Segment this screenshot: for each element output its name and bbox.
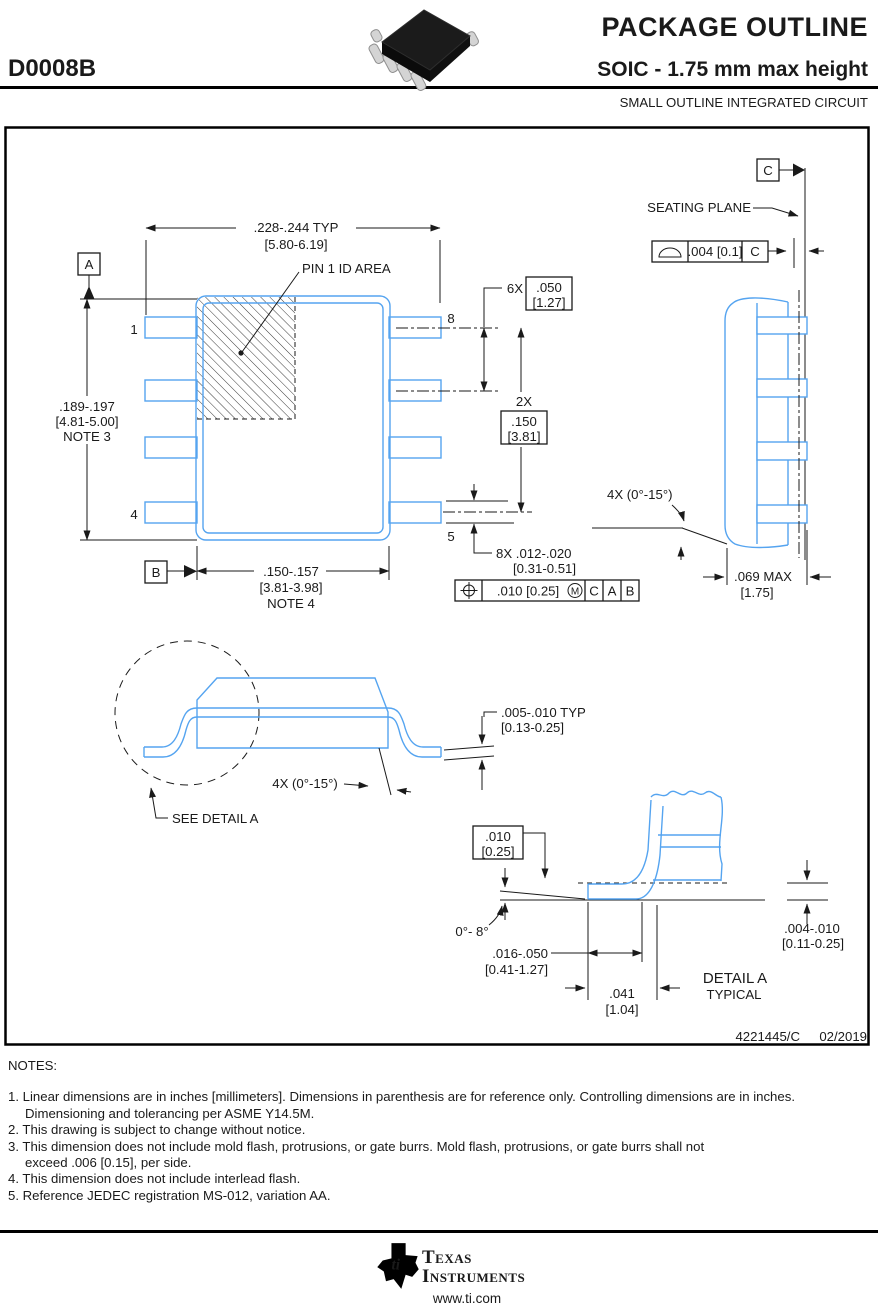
leader-dot bbox=[238, 350, 243, 355]
document-title: PACKAGE OUTLINE bbox=[601, 12, 868, 42]
seating-plane-label: SEATING PLANE bbox=[647, 200, 751, 215]
package-outline-drawing bbox=[4, 126, 870, 1046]
notes-section bbox=[8, 1058, 870, 1204]
svg-text:.016-.050: .016-.050 bbox=[492, 946, 548, 961]
svg-text:A: A bbox=[607, 583, 617, 599]
note-line: 1. Linear dimensions are in inches [millimeters]. Dimensions in parenthesis are for reference only. Controlling dimensions are in inches. bbox=[8, 1089, 795, 1105]
note-line: 5. Reference JEDEC registration MS-012, variation AA. bbox=[8, 1187, 331, 1203]
position-feature-control-frame bbox=[455, 580, 639, 601]
svg-text:[0.13-0.25]: [0.13-0.25] bbox=[501, 720, 565, 735]
svg-text:ti: ti bbox=[391, 1256, 400, 1274]
pin1-id-label: PIN 1 ID AREA bbox=[302, 261, 391, 276]
dim-front-lead-angle bbox=[272, 748, 411, 795]
pin-label-4: 4 bbox=[130, 507, 138, 522]
detail-a-subtitle: TYPICAL bbox=[706, 987, 762, 1002]
svg-text:NOTE 3: NOTE 3 bbox=[63, 429, 111, 444]
front-left-lead bbox=[144, 708, 197, 757]
pin1-id-hatch-area bbox=[197, 297, 295, 419]
svg-text:.150: .150 bbox=[511, 414, 537, 429]
dim-standoff bbox=[782, 860, 844, 951]
side-view bbox=[592, 159, 831, 600]
svg-text:B: B bbox=[625, 583, 635, 599]
website-url: www.ti.com bbox=[432, 1291, 502, 1306]
svg-text:.150-.157: .150-.157 bbox=[263, 564, 319, 579]
svg-text:4X (0°-15°): 4X (0°-15°) bbox=[272, 776, 338, 791]
pin-label-5: 5 bbox=[447, 529, 455, 544]
svg-text:NOTE 4: NOTE 4 bbox=[267, 596, 315, 611]
drawing-number: 4221445/C bbox=[735, 1029, 800, 1044]
note-line: 2. This drawing is subject to change without notice. bbox=[8, 1122, 306, 1138]
datum-c bbox=[757, 159, 805, 181]
soic-package-3d-image bbox=[352, 2, 487, 94]
see-detail-a-callout bbox=[151, 788, 259, 826]
svg-text:.069 MAX: .069 MAX bbox=[734, 569, 792, 584]
dim-lead-length bbox=[565, 905, 680, 1017]
dim-body-width bbox=[197, 546, 389, 611]
detail-a-view bbox=[455, 791, 844, 1017]
datum-b bbox=[145, 561, 197, 583]
package-description: SMALL OUTLINE INTEGRATED CIRCUIT bbox=[619, 95, 868, 110]
profile-symbol-icon bbox=[659, 248, 681, 257]
svg-text:.010: .010 bbox=[485, 829, 511, 844]
svg-text:[1.04]: [1.04] bbox=[605, 1002, 639, 1017]
dim-pin-pitch bbox=[484, 277, 572, 391]
notes-heading: NOTES: bbox=[8, 1058, 58, 1073]
dim-package-height bbox=[703, 530, 831, 600]
svg-text:.041: .041 bbox=[609, 986, 635, 1001]
svg-text:C: C bbox=[763, 163, 773, 178]
dim-body-length bbox=[55, 299, 197, 540]
dim-lead-width bbox=[446, 484, 576, 576]
svg-text:4X (0°-15°): 4X (0°-15°) bbox=[607, 487, 673, 502]
front-body-outline bbox=[197, 678, 388, 748]
brand-line-2: Instruments bbox=[422, 1266, 526, 1287]
svg-text:2X: 2X bbox=[515, 394, 533, 409]
svg-text:[1.75]: [1.75] bbox=[740, 585, 774, 600]
drawing-border bbox=[6, 128, 869, 1045]
package-part-number: D0008B bbox=[8, 55, 97, 82]
svg-text:.004-.010: .004-.010 bbox=[784, 921, 840, 936]
svg-text:.228-.244 TYP: .228-.244 TYP bbox=[253, 220, 339, 235]
svg-text:0°- 8°: 0°- 8° bbox=[455, 924, 489, 939]
dim-gauge-plane bbox=[473, 826, 545, 878]
svg-text:[3.81]: [3.81] bbox=[507, 429, 541, 444]
dim-pin-span bbox=[501, 328, 547, 512]
detail-a-title: DETAIL A bbox=[702, 970, 768, 987]
note-line: exceed .006 [0.15], per side. bbox=[25, 1155, 192, 1171]
svg-text:.050: .050 bbox=[536, 280, 562, 295]
svg-text:.005-.010 TYP: .005-.010 TYP bbox=[501, 705, 586, 720]
svg-text:C: C bbox=[589, 583, 599, 599]
note-line: Dimensioning and tolerancing per ASME Y14.5M. bbox=[25, 1105, 315, 1121]
svg-text:.010 [0.25]: .010 [0.25] bbox=[496, 583, 560, 599]
svg-text:[1.27]: [1.27] bbox=[532, 295, 566, 310]
svg-text:M: M bbox=[570, 586, 580, 598]
brand-line-1: Texas bbox=[422, 1247, 472, 1268]
pin-label-1: 1 bbox=[130, 322, 138, 337]
mmc-modifier-icon bbox=[568, 584, 582, 598]
svg-text:[4.81-5.00]: [4.81-5.00] bbox=[55, 414, 119, 429]
profile-feature-control-frame bbox=[652, 241, 768, 262]
svg-text:6X: 6X bbox=[506, 281, 523, 296]
package-subtitle: SOIC - 1.75 mm max height bbox=[597, 58, 868, 81]
svg-text:[3.81-3.98]: [3.81-3.98] bbox=[259, 580, 323, 595]
svg-text:[5.80-6.19]: [5.80-6.19] bbox=[264, 237, 328, 252]
pin-label-8: 8 bbox=[447, 311, 455, 326]
dim-lead-thickness bbox=[444, 705, 586, 790]
detail-a-circle bbox=[115, 641, 259, 785]
note-line: 4. This dimension does not include interlead flash. bbox=[8, 1171, 301, 1187]
ti-wordmark bbox=[422, 1248, 525, 1286]
svg-text:8X .012-.020: 8X .012-.020 bbox=[496, 546, 572, 561]
ti-logo-icon bbox=[376, 1242, 420, 1290]
position-symbol-icon bbox=[461, 582, 478, 599]
footer-divider bbox=[0, 1230, 878, 1233]
svg-text:SEE DETAIL A: SEE DETAIL A bbox=[172, 811, 259, 826]
svg-text:C: C bbox=[750, 244, 760, 259]
front-view bbox=[115, 641, 586, 826]
datum-a bbox=[78, 253, 100, 299]
drawing-date: 02/2019 bbox=[819, 1029, 867, 1044]
front-right-lead bbox=[388, 708, 441, 757]
svg-text:[0.31-0.51]: [0.31-0.51] bbox=[513, 561, 577, 576]
dim-side-lead-angle bbox=[592, 487, 727, 560]
top-view bbox=[55, 220, 639, 611]
dim-foot-angle bbox=[455, 906, 502, 939]
note-line: 3. This dimension does not include mold flash, protrusions, or gate burrs. Mold flash, protrusions, or gate burrs shall not bbox=[8, 1138, 705, 1154]
svg-text:[0.25]: [0.25] bbox=[481, 844, 515, 859]
svg-text:.189-.197: .189-.197 bbox=[59, 399, 115, 414]
svg-text:.004 [0.1]: .004 [0.1] bbox=[687, 244, 743, 259]
svg-text:B: B bbox=[151, 565, 161, 580]
svg-text:[0.41-1.27]: [0.41-1.27] bbox=[484, 962, 548, 977]
svg-text:[0.11-0.25]: [0.11-0.25] bbox=[781, 936, 845, 951]
svg-text:A: A bbox=[84, 257, 94, 272]
